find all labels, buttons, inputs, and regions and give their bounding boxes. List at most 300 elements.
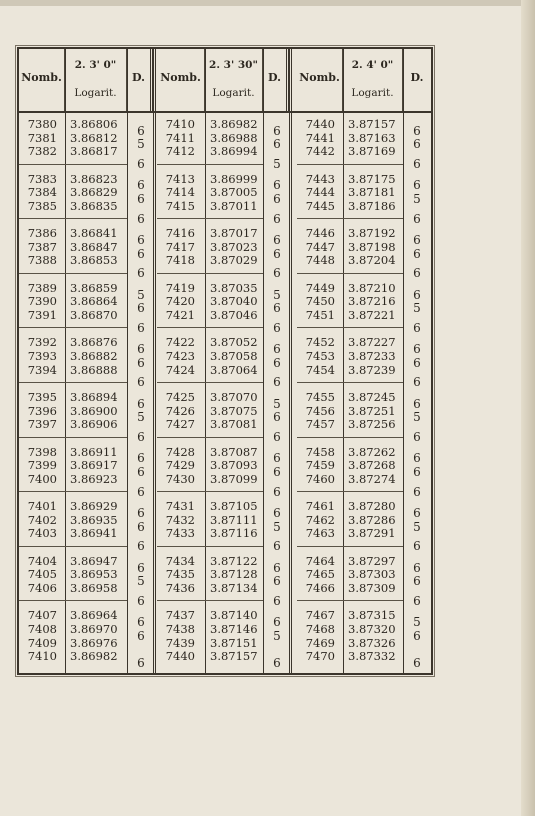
difference-value: 6 [413,211,421,226]
nomb-value: 7461 [305,499,335,514]
log-value: 3.87245 [348,390,396,404]
log-value: 3.87157 [348,117,396,131]
nomb-value: 7389 [27,280,57,295]
difference-value: 6 [137,342,145,357]
difference-value: 6 [413,430,421,444]
log-value: 3.86859 [70,280,118,295]
d-header-cell [263,49,289,111]
log-value: 3.87320 [348,622,396,636]
block-separator [153,49,156,673]
angle-header: 2. 3' 0" [74,59,117,71]
block-separator [289,49,292,673]
difference-value: 6 [273,656,281,670]
difference-value: 6 [137,123,145,138]
log-value: 3.86917 [70,458,118,473]
log-value: 3.86876 [70,335,118,350]
difference-value: 6 [413,137,421,152]
nomb-header: Nomb. [21,71,62,84]
log-value: 3.87169 [348,144,396,159]
log-value: 3.86982 [210,117,258,131]
log-value: 3.87280 [348,499,396,514]
nomb-value: 7395 [27,390,57,404]
log-value: 3.87029 [210,253,258,268]
difference-value: 6 [137,320,145,335]
log-value: 3.86888 [70,362,118,377]
nomb-value: 7429 [165,458,195,473]
log-value: 3.87064 [210,362,258,377]
difference-value: 6 [273,574,281,589]
d-header: D. [132,71,145,84]
log-value: 3.87251 [348,403,396,418]
nomb-value: 7437 [165,608,195,623]
difference-value: 5 [137,287,145,302]
nomb-value: 7469 [305,635,335,650]
nomb-value: 7399 [27,458,57,473]
nomb-value: 7451 [305,308,335,322]
difference-value: 6 [413,287,421,302]
nomb-header: Nomb. [299,71,340,84]
nomb-header: Nomb. [160,71,201,84]
log-value: 3.86923 [70,471,118,486]
group-rule [297,491,403,492]
log-value: 3.86906 [70,417,118,432]
log-value: 3.86817 [70,144,118,159]
group-rule [157,546,263,547]
nomb-value: 7460 [305,471,335,486]
column-rule [65,49,66,673]
nomb-value: 7409 [27,635,57,650]
nomb-value: 7404 [27,553,57,568]
log-value: 3.87233 [348,349,396,363]
difference-value: 5 [413,192,421,206]
difference-value: 5 [137,137,145,152]
difference-value: 6 [273,430,281,444]
difference-value: 6 [137,465,145,479]
page-gutter [521,0,535,816]
log-value: 3.87163 [348,130,396,145]
log-value: 3.86870 [70,308,118,322]
log-value: 3.87040 [210,294,258,309]
difference-value: 6 [413,266,421,281]
nomb-value: 7390 [27,294,57,309]
nomb-value: 7448 [305,253,335,268]
nomb-value: 7385 [27,198,57,213]
nomb-value: 7419 [165,280,195,295]
log-value: 3.86994 [210,144,258,159]
nomb-value: 7405 [27,567,57,582]
log-header-cell [205,49,263,111]
group-rule [157,437,263,438]
log-value: 3.86823 [70,171,118,186]
log-value: 3.87227 [348,335,396,350]
nomb-value: 7420 [165,294,195,309]
nomb-value: 7380 [27,117,57,131]
log-value: 3.87081 [210,417,258,432]
nomb-value: 7457 [305,417,335,432]
difference-value: 6 [137,628,145,643]
log-value: 3.87052 [210,335,258,350]
d-header-cell [403,49,431,111]
log-value: 3.87181 [348,185,396,200]
log-value: 3.87210 [348,280,396,295]
log-value: 3.87192 [348,226,396,241]
nomb-value: 7440 [305,117,335,131]
log-value: 3.87070 [210,390,258,404]
difference-value: 6 [413,465,421,479]
log-value: 3.87175 [348,171,396,186]
nomb-value: 7465 [305,567,335,582]
difference-value: 6 [137,266,145,281]
log-value: 3.87035 [210,280,258,295]
log-value: 3.87122 [210,553,258,568]
difference-value: 6 [137,301,145,316]
nomb-value: 7446 [305,226,335,241]
nomb-value: 7455 [305,390,335,404]
group-rule [297,437,403,438]
log-value: 3.87286 [348,512,396,527]
difference-value: 6 [273,233,281,247]
log-value: 3.87186 [348,198,396,213]
log-value: 3.87262 [348,444,396,459]
log-value: 3.86911 [70,444,118,459]
difference-value: 5 [273,519,281,534]
log-value: 3.86988 [210,130,258,145]
log-value: 3.87268 [348,458,396,473]
nomb-value: 7413 [165,171,195,186]
difference-value: 5 [137,410,145,425]
log-value: 3.87011 [210,198,258,213]
nomb-header-cell [157,49,205,111]
nomb-value: 7439 [165,635,195,650]
nomb-value: 7383 [27,171,57,186]
nomb-value: 7442 [305,144,335,159]
difference-value: 6 [273,539,281,554]
nomb-value: 7462 [305,512,335,527]
log-value: 3.87058 [210,349,258,363]
nomb-value: 7456 [305,403,335,418]
nomb-value: 7466 [305,581,335,595]
nomb-value: 7410 [165,117,195,131]
group-rule [19,600,127,601]
difference-value: 6 [273,246,281,261]
nomb-value: 7436 [165,581,195,595]
difference-value: 6 [137,396,145,411]
difference-value: 6 [137,157,145,171]
log-value: 3.86970 [70,622,118,636]
difference-value: 6 [413,157,421,171]
difference-value: 6 [273,342,281,357]
nomb-value: 7426 [165,403,195,418]
group-rule [19,273,127,274]
nomb-value: 7450 [305,294,335,309]
difference-value: 6 [413,574,421,589]
log-value: 3.87140 [210,608,258,623]
nomb-value: 7406 [27,581,57,595]
log-value: 3.87151 [210,635,258,650]
logarithm-table [17,47,433,675]
nomb-value: 7382 [27,144,57,159]
difference-value: 5 [413,410,421,425]
log-value: 3.87303 [348,567,396,582]
nomb-value: 7440 [165,649,195,664]
difference-value: 6 [273,123,281,138]
log-value: 3.87075 [210,403,258,418]
nomb-value: 7470 [305,649,335,664]
log-value: 3.86806 [70,117,118,131]
log-value: 3.86982 [70,649,118,664]
nomb-value: 7421 [165,308,195,322]
difference-value: 5 [273,396,281,411]
nomb-value: 7458 [305,444,335,459]
difference-value: 6 [137,451,145,466]
log-value: 3.87309 [348,581,396,595]
nomb-value: 7422 [165,335,195,350]
nomb-value: 7410 [27,649,57,664]
nomb-value: 7400 [27,471,57,486]
nomb-value: 7381 [27,130,57,145]
nomb-value: 7454 [305,362,335,377]
difference-value: 6 [273,137,281,152]
difference-value: 6 [273,178,281,193]
nomb-value: 7393 [27,349,57,363]
angle-header: 2. 4' 0" [351,59,394,71]
nomb-value: 7415 [165,198,195,213]
log-value: 3.87146 [210,622,258,636]
log-value: 3.87204 [348,253,396,268]
group-rule [157,491,263,492]
nomb-value: 7459 [305,458,335,473]
nomb-value: 7387 [27,239,57,254]
difference-value: 6 [137,211,145,226]
log-value: 3.87221 [348,308,396,322]
nomb-value: 7467 [305,608,335,623]
nomb-value: 7391 [27,308,57,322]
nomb-value: 7453 [305,349,335,363]
group-rule [157,600,263,601]
nomb-value: 7432 [165,512,195,527]
difference-value: 6 [137,192,145,206]
group-rule [19,327,127,328]
difference-value: 6 [413,342,421,357]
log-value: 3.87046 [210,308,258,322]
difference-value: 6 [413,375,421,390]
difference-value: 5 [273,157,281,171]
difference-value: 6 [413,320,421,335]
difference-value: 6 [137,355,145,370]
log-header-cell [65,49,127,111]
group-rule [297,327,403,328]
log-value: 3.86953 [70,567,118,582]
difference-value: 6 [137,560,145,575]
group-rule [19,491,127,492]
log-value: 3.86900 [70,403,118,418]
nomb-value: 7397 [27,417,57,432]
log-value: 3.87157 [210,649,258,664]
group-rule [297,546,403,547]
log-header: Logarit. [351,87,394,99]
difference-value: 6 [137,656,145,670]
nomb-header-cell [297,49,343,111]
nomb-value: 7433 [165,526,195,541]
nomb-value: 7403 [27,526,57,541]
nomb-value: 7424 [165,362,195,377]
difference-value: 6 [413,506,421,520]
nomb-value: 7434 [165,553,195,568]
group-rule [157,273,263,274]
column-rule [127,49,128,673]
difference-value: 6 [413,451,421,466]
group-rule [157,382,263,383]
log-value: 3.87099 [210,471,258,486]
difference-value: 5 [273,628,281,643]
nomb-value: 7463 [305,526,335,541]
column-rule [403,49,404,673]
difference-value: 6 [273,320,281,335]
log-value: 3.86829 [70,185,118,200]
log-value: 3.86835 [70,198,118,213]
nomb-value: 7386 [27,226,57,241]
group-rule [297,382,403,383]
nomb-value: 7431 [165,499,195,514]
difference-value: 6 [137,593,145,608]
difference-value: 6 [413,539,421,554]
difference-value: 6 [413,396,421,411]
difference-value: 6 [137,539,145,554]
d-header: D. [410,71,424,84]
nomb-value: 7408 [27,622,57,636]
nomb-value: 7464 [305,553,335,568]
log-value: 3.87105 [210,499,258,514]
difference-value: 6 [273,560,281,575]
nomb-value: 7468 [305,622,335,636]
nomb-value: 7449 [305,280,335,295]
nomb-value: 7394 [27,362,57,377]
log-value: 3.87017 [210,226,258,241]
log-value: 3.87005 [210,185,258,200]
nomb-value: 7414 [165,185,195,200]
log-value: 3.86947 [70,553,118,568]
log-value: 3.87274 [348,471,396,486]
difference-value: 6 [273,192,281,206]
group-rule [297,164,403,165]
log-value: 3.87239 [348,362,396,377]
nomb-value: 7427 [165,417,195,432]
log-value: 3.86964 [70,608,118,623]
difference-value: 6 [413,484,421,499]
nomb-value: 7384 [27,185,57,200]
group-rule [19,546,127,547]
difference-value: 6 [273,211,281,226]
log-value: 3.86935 [70,512,118,527]
difference-value: 6 [137,430,145,444]
difference-value: 6 [413,123,421,138]
group-rule [19,164,127,165]
nomb-value: 7417 [165,239,195,254]
group-rule [157,164,263,165]
nomb-value: 7401 [27,499,57,514]
difference-value: 6 [273,355,281,370]
column-rule [263,49,264,673]
difference-value: 6 [137,484,145,499]
log-header: Logarit. [212,87,255,99]
log-value: 3.87332 [348,649,396,664]
log-value: 3.87087 [210,444,258,459]
nomb-value: 7428 [165,444,195,459]
nomb-value: 7447 [305,239,335,254]
log-value: 3.86812 [70,130,118,145]
difference-value: 6 [137,519,145,534]
difference-value: 6 [273,410,281,425]
nomb-value: 7388 [27,253,57,268]
nomb-value: 7425 [165,390,195,404]
difference-value: 6 [137,233,145,247]
log-value: 3.86853 [70,253,118,268]
header-rule [19,111,431,113]
log-value: 3.87134 [210,581,258,595]
difference-value: 6 [137,375,145,390]
nomb-value: 7392 [27,335,57,350]
nomb-value: 7438 [165,622,195,636]
difference-value: 5 [137,574,145,589]
difference-value: 5 [413,519,421,534]
column-rule [205,49,206,673]
nomb-value: 7423 [165,349,195,363]
difference-value: 6 [413,560,421,575]
group-rule [19,218,127,219]
group-rule [19,382,127,383]
difference-value: 6 [137,615,145,630]
log-header: Logarit. [74,87,117,99]
log-value: 3.87326 [348,635,396,650]
group-rule [297,600,403,601]
log-value: 3.87297 [348,553,396,568]
difference-value: 6 [273,615,281,630]
nomb-header-cell [19,49,65,111]
angle-header: 2. 3' 30" [209,59,258,71]
log-value: 3.86894 [70,390,118,404]
difference-value: 6 [273,375,281,390]
log-value: 3.86841 [70,226,118,241]
nomb-value: 7407 [27,608,57,623]
difference-value: 6 [413,178,421,193]
nomb-value: 7430 [165,471,195,486]
log-value: 3.86999 [210,171,258,186]
nomb-value: 7418 [165,253,195,268]
nomb-value: 7412 [165,144,195,159]
nomb-value: 7441 [305,130,335,145]
log-value: 3.86976 [70,635,118,650]
nomb-value: 7398 [27,444,57,459]
log-value: 3.87291 [348,526,396,541]
nomb-value: 7452 [305,335,335,350]
difference-value: 6 [137,246,145,261]
log-value: 3.86847 [70,239,118,254]
log-value: 3.86929 [70,499,118,514]
log-value: 3.86864 [70,294,118,309]
difference-value: 6 [137,506,145,520]
column-rule [343,49,344,673]
log-value: 3.87216 [348,294,396,309]
group-rule [157,327,263,328]
difference-value: 6 [413,233,421,247]
nomb-value: 7396 [27,403,57,418]
difference-value: 6 [413,628,421,643]
difference-value: 6 [413,246,421,261]
difference-value: 6 [273,484,281,499]
nomb-value: 7444 [305,185,335,200]
d-header: D. [268,71,281,84]
log-value: 3.86958 [70,581,118,595]
